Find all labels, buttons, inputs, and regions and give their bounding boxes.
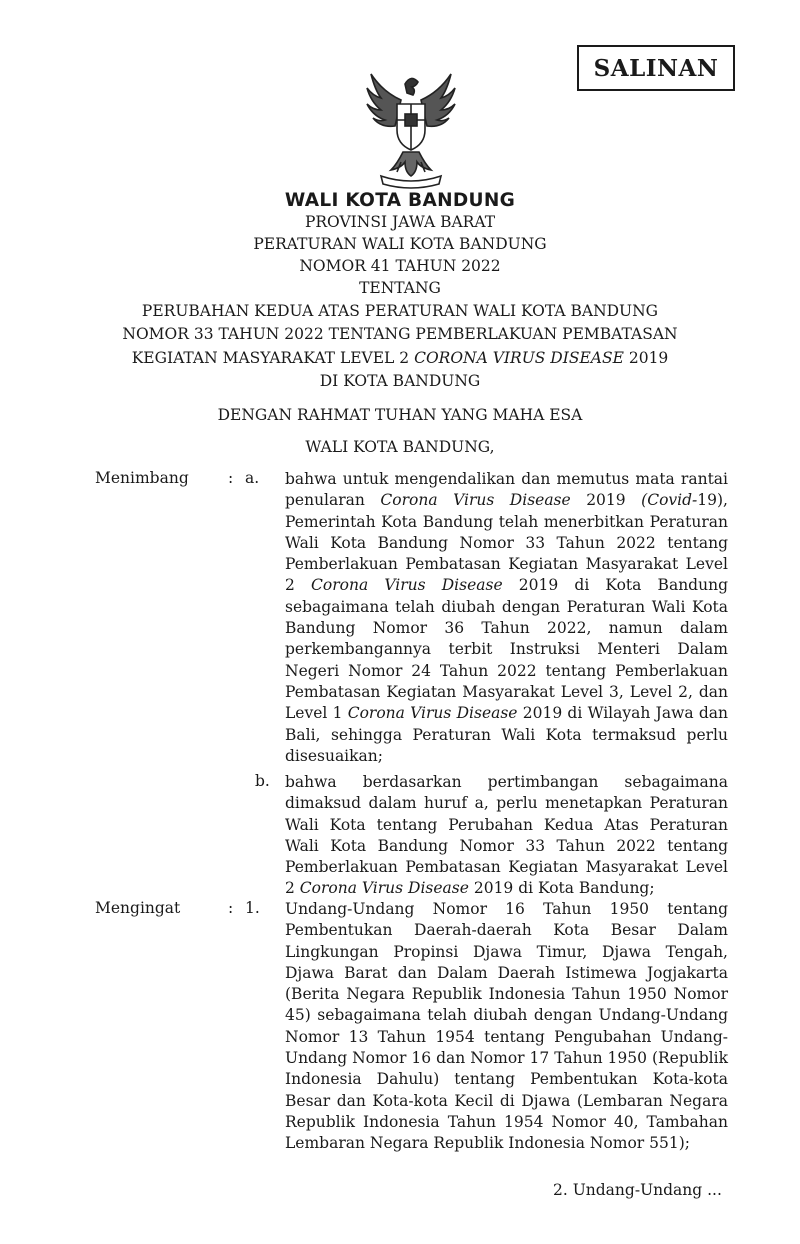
mengingat-label: Mengingat (95, 899, 181, 917)
mengingat-1-text: Undang-Undang Nomor 16 Tahun 1950 tentang Pembentukan Daerah-daerah Kota Besar Dalam Lingkungan Propinsi Djawa Timur, Djawa Tengah, Djawa Barat dan Dalam Daerah Istimewa Jogjakarta (Berita Negara Republik Indonesia Tahun 1950 Nomor 45) sebagaimana telah diubah dengan Undang-Undang Nomor 13 Tahun 1954 tentang Pengubahan Undang-Undang Nomor 16 dan Nomor 17 Tahun 1950 (Republik Indonesia Dahulu) tentang Pembentukan Kota-kota Besar dan Kota-kota Kecil di Djawa (Lembaran Negara Republik Indonesia Tahun 1954 Nomor 40, Tambahan Lembaran Negara Republik Indonesia Nomor 551); (285, 900, 728, 1153)
subject-line-1: PERUBAHAN KEDUA ATAS PERATURAN WALI KOTA BANDUNG (141, 302, 659, 320)
subject-line-3: KEGIATAN MASYARAKAT LEVEL 2 CORONA VIRUS DISEASE 2019 (131, 349, 669, 367)
subject-line-4: DI KOTA BANDUNG (319, 372, 481, 390)
menimbang-label: Menimbang (95, 469, 189, 487)
menimbang-b-mark: b. (255, 772, 270, 790)
number-line: NOMOR 41 TAHUN 2022 (299, 257, 501, 275)
regulation-line: PERATURAN WALI KOTA BANDUNG (253, 235, 547, 253)
province-line: PROVINSI JAWA BARAT (304, 213, 496, 231)
menimbang-a-mark: a. (245, 469, 260, 487)
blessing-line: DENGAN RAHMAT TUHAN YANG MAHA ESA (217, 406, 583, 424)
about-line: TENTANG (359, 279, 441, 297)
garuda-emblem-icon (355, 68, 467, 192)
menimbang-a-text: bahwa untuk mengendalikan dan memutus mata rantai penularan Corona Virus Disease 2019 (Covid-19), Pemerintah Kota Bandung telah menerbitkan Peraturan Wali Kota Bandung Nomor 33 Tahun 2022 tentang Pemberlakuan Pembatasan Kegiatan Masyarakat Level 2 Corona Virus Disease 2019 di Kota Bandung sebagaimana telah diubah dengan Peraturan Wali Kota Bandung Nomor 36 Tahun 2022, namun dalam perkembangannya terbit Instruksi Menteri Dalam Negeri Nomor 24 Tahun 2022 tentang Pemberlakuan Pembatasan Kegiatan Masyarakat Level 3, Level 2, dan Level 1 Corona Virus Disease 2019 di Wilayah Jawa dan Bali, sehingga Peraturan Wali Kota termaksud perlu disesuaikan; (285, 470, 728, 765)
next-page-reference: 2. Undang-Undang ... (553, 1181, 722, 1199)
subject-line-2: NOMOR 33 TAHUN 2022 TENTANG PEMBERLAKUAN PEMBATASAN (122, 325, 678, 343)
mengingat-colon: : (228, 899, 234, 917)
menimbang-colon: : (228, 469, 234, 487)
mayor-line: WALI KOTA BANDUNG, (305, 438, 495, 456)
mengingat-1-mark: 1. (245, 899, 260, 917)
menimbang-b-text: bahwa berdasarkan pertimbangan sebagaimana dimaksud dalam huruf a, perlu menetapkan Peraturan Wali Kota tentang Perubahan Kedua Atas Peraturan Wali Kota Bandung Nomor 33 Tahun 2022 tentang Pemberlakuan Pembatasan Kegiatan Masyarakat Level 2 Corona Virus Disease 2019 di Kota Bandung; (285, 773, 728, 898)
issuer-title: WALI KOTA BANDUNG (284, 190, 516, 211)
salinan-stamp: SALINAN (577, 45, 735, 91)
